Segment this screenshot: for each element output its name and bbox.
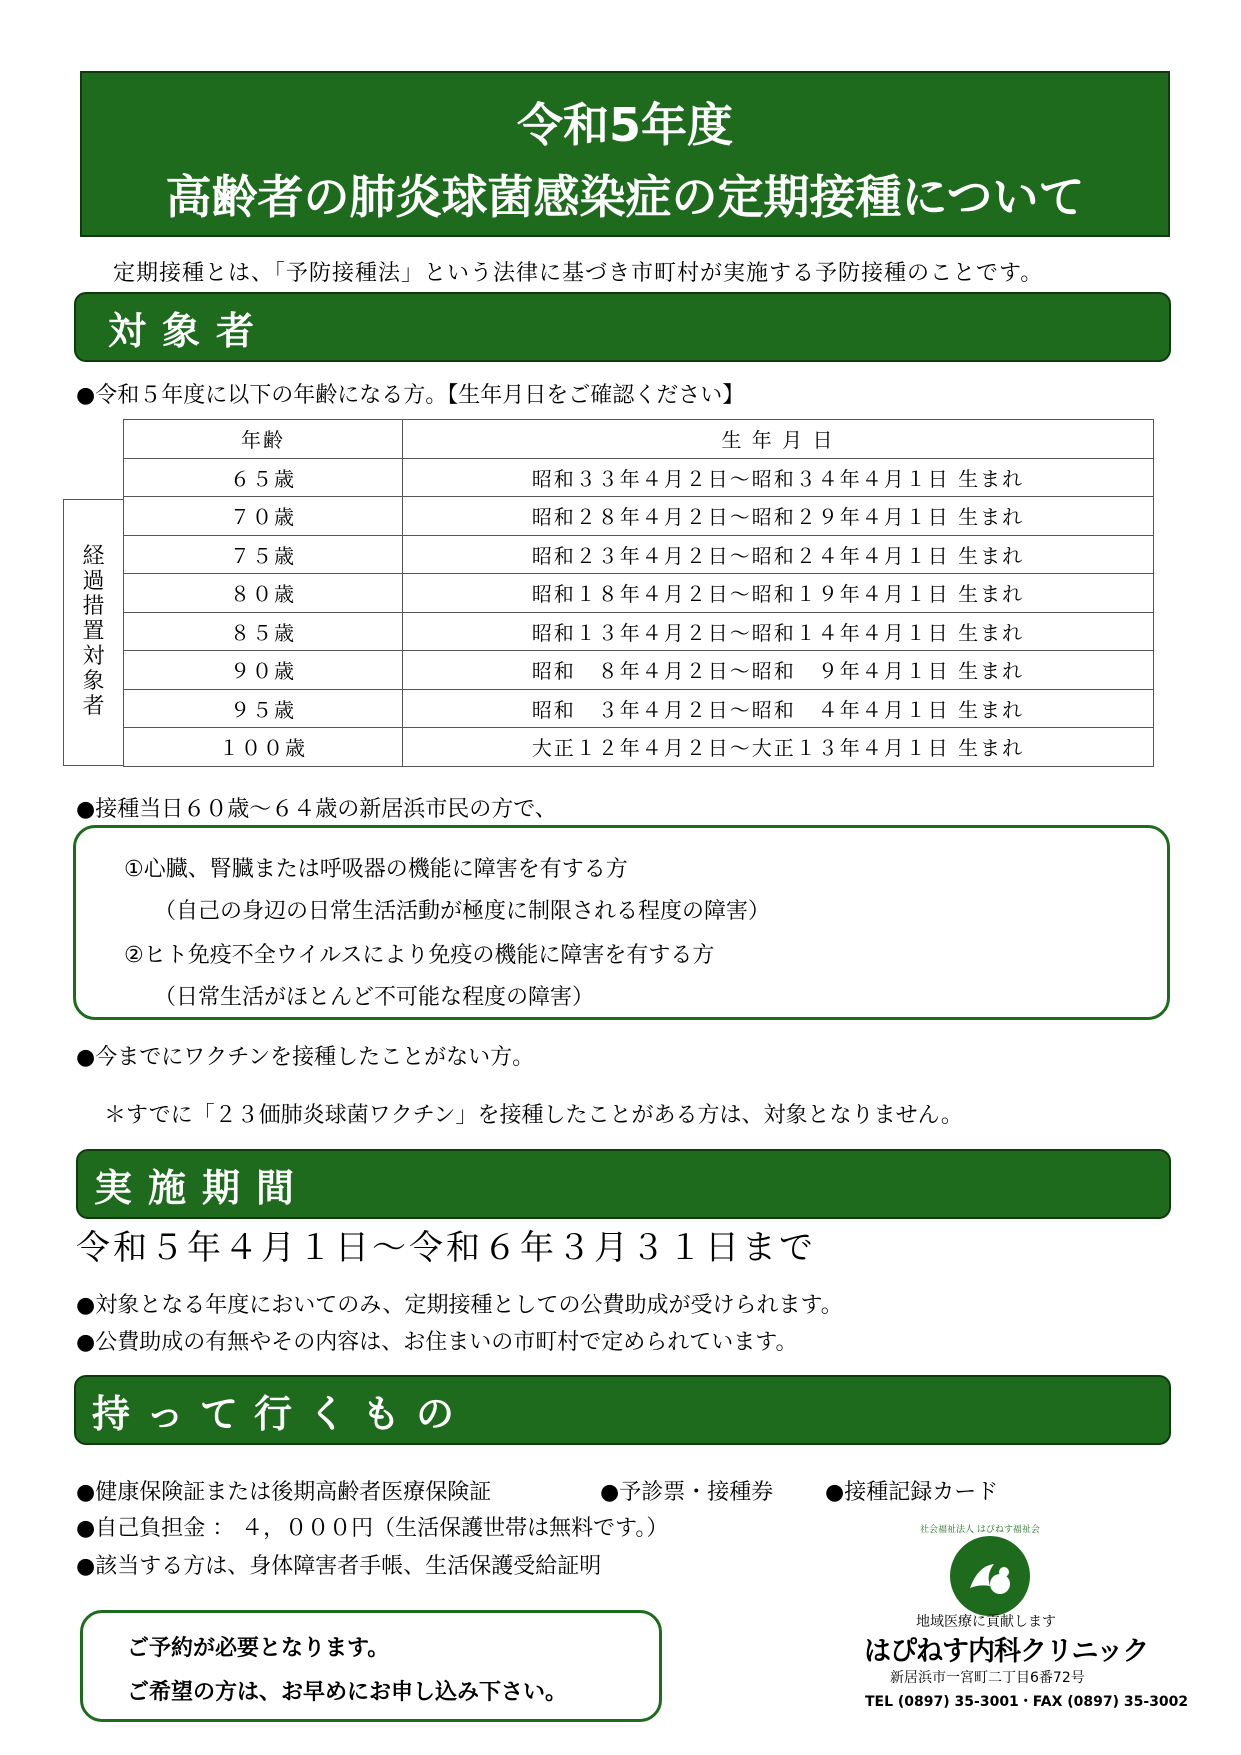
table-cell-age: ９５歳 xyxy=(124,689,403,728)
item-questionnaire: ●予診票・接種券 xyxy=(600,1480,774,1505)
table-row xyxy=(124,612,1154,651)
section-heading-items-label: 持って行くもの xyxy=(92,1392,471,1436)
table-row xyxy=(124,535,1154,574)
table-header-row xyxy=(124,420,1154,459)
clinic-name: はぴねす内科クリニック xyxy=(864,1636,1149,1667)
table-cell-age: ８０歳 xyxy=(124,574,403,613)
reservation-required: ご予約が必要となります。 xyxy=(127,1636,390,1661)
clinic-tagline: 地域医療に貢献します xyxy=(916,1614,1056,1630)
clinic-logo-text: 社会福祉法人 はぴねす福祉会 xyxy=(920,1525,1040,1535)
condition-1-note: （自己の身辺の日常生活活動が極度に制限される程度の障害） xyxy=(154,899,771,924)
clinic-phone-fax: TEL (0897) 35-3001・FAX (0897) 35-3002 xyxy=(865,1694,1189,1710)
target-bullet-age: ●令和５年度に以下の年齢になる方。【生年月日をご確認ください】 xyxy=(76,383,745,408)
target-bullet-unvaccinated: ●今までにワクチンを接種したことがない方。 xyxy=(76,1045,535,1070)
item-certificates: ●該当する方は、身体障害者手帳、生活保護受給証明 xyxy=(76,1554,602,1579)
table-row xyxy=(124,689,1154,728)
age-birthdate-table xyxy=(123,419,1154,767)
section-heading-period xyxy=(76,1149,1171,1219)
section-heading-period-label: 実施期間 xyxy=(94,1166,311,1210)
condition-1: ①心臓、腎臓または呼吸器の機能に障害を有する方 xyxy=(124,857,628,882)
clinic-logo-icon xyxy=(950,1536,1030,1616)
item-insurance-card: ●健康保険証または後期高齢者医療保険証 xyxy=(76,1480,492,1505)
period-dates: 令和５年４月１日～令和６年３月３１日まで xyxy=(76,1228,816,1268)
item-record-card: ●接種記録カード xyxy=(825,1480,999,1505)
title-year: 令和5年度 xyxy=(516,98,733,152)
conditions-box xyxy=(73,825,1170,1020)
page-title: 高齢者の肺炎球菌感染症の定期接種について xyxy=(165,170,1085,224)
period-bullet-1: ●対象となる年度においてのみ、定期接種としての公費助成が受けられます。 xyxy=(76,1293,843,1318)
period-bullet-2: ●公費助成の有無やその内容は、お住まいの市町村で定められています。 xyxy=(76,1330,798,1355)
item-fee: ●自己負担金 ： ４，０００円（生活保護世帯は無料です。） xyxy=(76,1516,669,1541)
table-cell-birthdate: 昭和１８年４月２日～昭和１９年４月１日 生まれ xyxy=(403,574,1154,613)
table-row xyxy=(124,651,1154,690)
table-row xyxy=(124,728,1154,767)
table-header-birthdate: 生 年 月 日 xyxy=(403,420,1154,459)
table-cell-birthdate: 昭和１３年４月２日～昭和１４年４月１日 生まれ xyxy=(403,612,1154,651)
table-cell-birthdate: 昭和 ８年４月２日～昭和 ９年４月１日 生まれ xyxy=(403,651,1154,690)
title-banner xyxy=(80,71,1170,237)
table-cell-age: ７５歳 xyxy=(124,535,403,574)
section-heading-items xyxy=(74,1375,1171,1445)
table-cell-age: ９０歳 xyxy=(124,651,403,690)
section-heading-target xyxy=(74,292,1171,362)
condition-2-note: （日常生活がほとんど不可能な程度の障害） xyxy=(154,985,595,1010)
condition-2: ②ヒト免疫不全ウイルスにより免疫の機能に障害を有する方 xyxy=(124,943,715,968)
table-row xyxy=(124,497,1154,536)
reservation-apply-early: ご希望の方は、お早めにお申し込み下さい。 xyxy=(127,1680,568,1705)
table-cell-birthdate: 大正１２年４月２日～大正１３年４月１日 生まれ xyxy=(403,728,1154,767)
table-row xyxy=(124,574,1154,613)
table-cell-birthdate: 昭和２８年４月２日～昭和２９年４月１日 生まれ xyxy=(403,497,1154,536)
reservation-box xyxy=(80,1610,662,1722)
table-header-age: 年齢 xyxy=(124,420,403,459)
table-cell-birthdate: 昭和 ３年４月２日～昭和 ４年４月１日 生まれ xyxy=(403,689,1154,728)
clinic-address: 新居浜市一宮町二丁目6番72号 xyxy=(890,1670,1085,1686)
transitional-measure-label: 経 過 措 置 対 象 者 xyxy=(63,499,123,766)
target-note: ＊すでに「２３価肺炎球菌ワクチン」を接種したことがある方は、対象となりません。 xyxy=(104,1103,963,1128)
table-cell-birthdate: 昭和３３年４月２日～昭和３４年４月１日 生まれ xyxy=(403,458,1154,497)
section-heading-target-label: 対象者 xyxy=(108,309,271,353)
table-cell-birthdate: 昭和２３年４月２日～昭和２４年４月１日 生まれ xyxy=(403,535,1154,574)
table-cell-age: ６５歳 xyxy=(124,458,403,497)
table-cell-age: ８５歳 xyxy=(124,612,403,651)
table-row xyxy=(124,458,1154,497)
target-bullet-60-64: ●接種当日６０歳～６４歳の新居浜市民の方で、 xyxy=(76,797,557,822)
table-cell-age: ７０歳 xyxy=(124,497,403,536)
intro-text: 定期接種とは、「予防接種法」という法律に基づき市町村が実施する予防接種のことです。 xyxy=(113,261,1044,286)
table-cell-age: １００歳 xyxy=(124,728,403,767)
